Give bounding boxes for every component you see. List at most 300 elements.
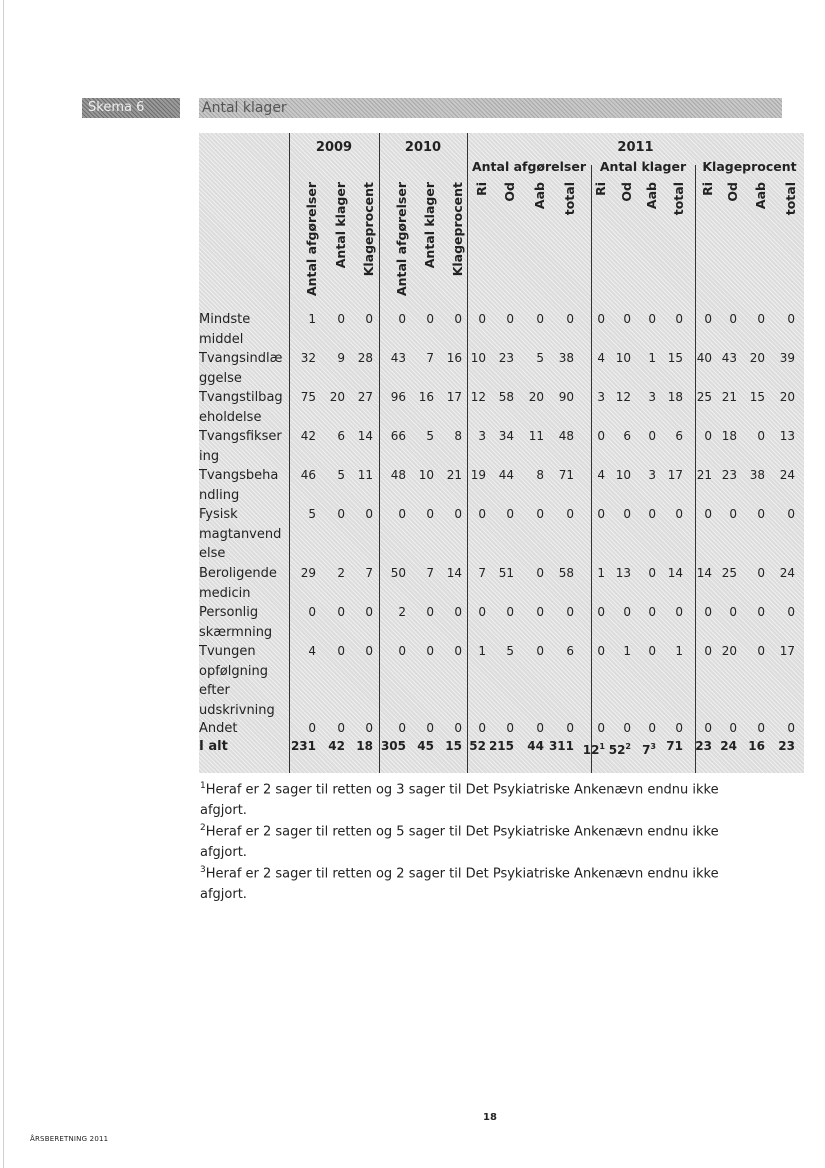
cell-value: 25	[696, 390, 712, 404]
table-cell	[365, 505, 373, 524]
cell-value: 17	[446, 390, 462, 404]
row-label: Beroligende medicin	[199, 566, 277, 601]
cell-value: 4	[597, 468, 605, 482]
table-cell	[447, 466, 462, 485]
cell-value: 32	[300, 351, 316, 365]
cell-value: 0	[506, 312, 514, 326]
footnote	[200, 818, 760, 863]
cell-value: 75	[300, 390, 316, 404]
table-cell	[301, 427, 316, 446]
cell-value: 0	[566, 605, 574, 619]
table-cell	[337, 564, 345, 583]
cell-value: 215	[488, 739, 514, 753]
cell-value: 7	[365, 566, 373, 580]
cell-value: 43	[390, 351, 406, 365]
cell-value: 23	[695, 739, 712, 753]
table-cell	[675, 719, 683, 738]
table-cell	[454, 719, 462, 738]
cell-value: 0	[398, 507, 406, 521]
table-cell	[597, 642, 605, 661]
table-cell	[445, 737, 462, 756]
table-cell	[623, 719, 631, 738]
table-cell	[478, 642, 486, 661]
table-cell	[722, 466, 737, 485]
cell-value: 0	[757, 429, 765, 443]
cell-value: 0	[454, 312, 462, 326]
cell-value: 0	[398, 312, 406, 326]
table-cell	[419, 466, 434, 485]
cell-value: 5	[426, 429, 434, 443]
table-cell	[668, 466, 683, 485]
cell-value: 0	[337, 605, 345, 619]
cell-value: 311	[548, 739, 574, 753]
cell-value: 24	[779, 566, 795, 580]
cell-value: 0	[536, 507, 544, 521]
cell-value: 19	[470, 468, 486, 482]
cell-value: 52	[469, 739, 486, 753]
column-header: Antal klager	[333, 182, 348, 269]
table-cell	[308, 642, 316, 661]
footnote-text: Heraf er 2 sager til retten og 3 sager til Det Psykiatriske Ankenævn endnu ikke afgjort.	[200, 782, 719, 819]
table-cell	[447, 349, 462, 368]
table-cell	[426, 349, 434, 368]
table-label: Skema 6	[82, 98, 180, 118]
table-cell	[695, 737, 712, 756]
table-cell	[583, 737, 605, 760]
row-label: Fysisk magtanvendelse	[199, 507, 282, 561]
table-cell	[308, 719, 316, 738]
cell-value: 0	[729, 605, 737, 619]
table-cell	[780, 427, 795, 446]
table-cell	[398, 719, 406, 738]
table-cell	[454, 505, 462, 524]
cell-value: 16	[418, 390, 434, 404]
table-cell	[398, 505, 406, 524]
table-cell	[358, 388, 373, 407]
cell-value: 14	[446, 566, 462, 580]
table-cell	[454, 427, 462, 446]
table-cell	[308, 603, 316, 622]
table-cell	[757, 564, 765, 583]
table-cell	[787, 719, 795, 738]
table-cell	[330, 388, 345, 407]
table-cell	[675, 310, 683, 329]
cell-value: 0	[787, 721, 795, 735]
cell-value: 17	[667, 468, 683, 482]
table-cell	[536, 642, 544, 661]
column-header: Antal afgørelser	[394, 182, 409, 297]
table-cell	[757, 719, 765, 738]
cell-value: 0	[704, 605, 712, 619]
cell-value: 0	[704, 644, 712, 658]
table-cell	[597, 310, 605, 329]
page-edge	[3, 0, 4, 1168]
table-cell	[469, 737, 486, 756]
cell-value: 13	[779, 429, 795, 443]
table-cell	[722, 642, 737, 661]
cell-value: 12	[582, 743, 600, 757]
table-cell	[559, 349, 574, 368]
column-header: Antal klager	[422, 182, 437, 269]
table-cell	[391, 564, 406, 583]
table-cell	[536, 310, 544, 329]
cell-value: 34	[498, 429, 514, 443]
table-cell	[529, 427, 544, 446]
cell-value: 46	[300, 468, 316, 482]
cell-value: 0	[478, 605, 486, 619]
footnote-text: Heraf er 2 sager til retten og 5 sager til Det Psykiatriske Ankenævn endnu ikke afgjort.	[200, 824, 719, 861]
table-cell	[365, 719, 373, 738]
cell-value: 0	[597, 644, 605, 658]
table-cell	[648, 427, 656, 446]
table-cell	[478, 719, 486, 738]
table-cell	[597, 505, 605, 524]
column-header: Ri	[593, 182, 608, 196]
table-cell	[648, 603, 656, 622]
cell-value: 7	[426, 566, 434, 580]
table-cell	[597, 388, 605, 407]
cell-value: 0	[426, 721, 434, 735]
table-cell	[648, 564, 656, 583]
table-title: Antal klager	[199, 98, 782, 118]
table-cell	[506, 310, 514, 329]
table-cell	[757, 505, 765, 524]
footnote-mark: 2	[200, 823, 206, 833]
table-cell	[381, 737, 406, 756]
cell-value: 0	[648, 312, 656, 326]
table-cell	[750, 388, 765, 407]
cell-value: 51	[498, 566, 514, 580]
table-cell	[301, 349, 316, 368]
cell-value: 90	[558, 390, 574, 404]
cell-value: 20	[528, 390, 544, 404]
table-cell	[454, 603, 462, 622]
row-label: Tvangsindlæggelse	[199, 351, 283, 386]
table-cell	[720, 737, 737, 756]
table-cell	[697, 466, 712, 485]
table-cell	[668, 564, 683, 583]
table-cell	[337, 642, 345, 661]
table-cell	[778, 737, 795, 756]
cell-value: 0	[506, 721, 514, 735]
table-cell	[365, 603, 373, 622]
cell-value: 0	[787, 605, 795, 619]
cell-value: 2	[337, 566, 345, 580]
table-cell	[648, 349, 656, 368]
cell-value: 58	[558, 566, 574, 580]
cell-value: 0	[337, 507, 345, 521]
cell-value: 12	[470, 390, 486, 404]
table-cell	[536, 719, 544, 738]
table-cell	[365, 642, 373, 661]
cell-value: 16	[748, 739, 765, 753]
table-cell	[750, 349, 765, 368]
cell-value: 24	[720, 739, 737, 753]
table-cell	[426, 603, 434, 622]
cell-value: 44	[527, 739, 544, 753]
table-cell	[623, 642, 631, 661]
group-header: Klageprocent	[702, 159, 797, 174]
cell-value: 43	[721, 351, 737, 365]
cell-value: 3	[478, 429, 486, 443]
cell-value: 14	[357, 429, 373, 443]
cell-value: 58	[498, 390, 514, 404]
cell-value: 1	[623, 644, 631, 658]
table-cell	[419, 388, 434, 407]
table-cell	[308, 505, 316, 524]
cell-value: 0	[337, 644, 345, 658]
cell-value: 4	[308, 644, 316, 658]
table-cell	[616, 466, 631, 485]
cell-value: 11	[357, 468, 373, 482]
cell-value: 0	[365, 644, 373, 658]
cell-value: 44	[498, 468, 514, 482]
table-cell	[722, 349, 737, 368]
cell-value: 0	[597, 605, 605, 619]
column-header: Klageprocent	[361, 182, 376, 277]
table-cell	[478, 310, 486, 329]
cell-value: 6	[675, 429, 683, 443]
cell-value: 27	[357, 390, 373, 404]
cell-value: 0	[454, 605, 462, 619]
table-cell	[426, 427, 434, 446]
table-cell	[757, 603, 765, 622]
table-cell	[697, 388, 712, 407]
table-cell	[426, 505, 434, 524]
cell-value: 25	[721, 566, 737, 580]
cell-value: 7	[478, 566, 486, 580]
table-cell	[426, 642, 434, 661]
table-cell	[623, 603, 631, 622]
cell-value: 15	[667, 351, 683, 365]
table-cell	[337, 466, 345, 485]
table-cell	[337, 719, 345, 738]
table-cell	[478, 603, 486, 622]
column-header: Ri	[474, 182, 489, 196]
table-cell	[648, 466, 656, 485]
footnote-mark: 1	[200, 781, 206, 791]
table-cell	[648, 388, 656, 407]
table-cell	[704, 505, 712, 524]
table-cell	[566, 505, 574, 524]
footnote-mark: 1	[599, 742, 605, 751]
table-cell	[648, 642, 656, 661]
column-header: Ri	[700, 182, 715, 196]
column-header: Aab	[644, 182, 659, 210]
cell-value: 0	[566, 721, 574, 735]
year-header-2011: 2011	[617, 140, 654, 155]
row-label: Personlig skærmning	[199, 605, 273, 640]
cell-value: 0	[623, 507, 631, 521]
table-cell	[668, 388, 683, 407]
cell-value: 71	[558, 468, 574, 482]
column-header: total	[671, 182, 686, 216]
table-cell	[398, 603, 406, 622]
row-label: Andet	[199, 721, 238, 736]
cell-value: 66	[390, 429, 406, 443]
cell-value: 6	[623, 429, 631, 443]
table-cell	[536, 466, 544, 485]
table-cell	[757, 642, 765, 661]
cell-value: 0	[365, 312, 373, 326]
table-cell	[365, 310, 373, 329]
cell-value: 23	[778, 739, 795, 753]
column-header: Od	[725, 182, 740, 202]
total-label: I alt	[199, 739, 228, 754]
page-number: 18	[483, 1112, 497, 1123]
cell-value: 0	[398, 644, 406, 658]
cell-value: 0	[478, 507, 486, 521]
cell-value: 48	[558, 429, 574, 443]
table-cell	[358, 466, 373, 485]
cell-value: 0	[597, 429, 605, 443]
cell-value: 0	[648, 605, 656, 619]
table-cell	[291, 737, 316, 756]
cell-value: 20	[721, 644, 737, 658]
year-header-2009: 2009	[315, 140, 353, 155]
cell-value: 15	[749, 390, 765, 404]
cell-value: 0	[729, 721, 737, 735]
cell-value: 42	[300, 429, 316, 443]
footnote-mark: 3	[650, 742, 656, 751]
table-cell	[642, 737, 656, 760]
cell-value: 0	[729, 312, 737, 326]
year-header-2010: 2010	[404, 140, 442, 155]
cell-value: 20	[329, 390, 345, 404]
table-cell	[489, 737, 514, 756]
table-cell	[506, 505, 514, 524]
table-rule	[467, 133, 468, 773]
table-cell	[328, 737, 345, 756]
table-cell	[391, 427, 406, 446]
table-cell	[675, 603, 683, 622]
footnote	[200, 860, 760, 905]
table-cell	[559, 564, 574, 583]
table-cell	[697, 349, 712, 368]
table-cell	[536, 603, 544, 622]
table-cell	[536, 505, 544, 524]
table-cell	[398, 310, 406, 329]
table-cell	[506, 642, 514, 661]
cell-value: 0	[648, 507, 656, 521]
cell-value: 39	[779, 351, 795, 365]
table-cell	[337, 310, 345, 329]
table-cell	[597, 564, 605, 583]
cell-value: 0	[597, 721, 605, 735]
table-cell	[722, 427, 737, 446]
cell-value: 48	[390, 468, 406, 482]
cell-value: 0	[426, 312, 434, 326]
cell-value: 21	[446, 468, 462, 482]
table-cell	[301, 466, 316, 485]
cell-value: 0	[757, 644, 765, 658]
cell-value: 0	[623, 605, 631, 619]
cell-value: 0	[729, 507, 737, 521]
footnote-mark: 3	[200, 865, 206, 875]
table-cell	[536, 564, 544, 583]
table-cell	[597, 719, 605, 738]
cell-value: 0	[566, 312, 574, 326]
cell-value: 0	[478, 721, 486, 735]
table-cell	[648, 310, 656, 329]
cell-value: 0	[675, 721, 683, 735]
table-cell	[566, 603, 574, 622]
cell-value: 3	[648, 468, 656, 482]
table-cell	[506, 603, 514, 622]
table-cell	[337, 427, 345, 446]
table-cell	[478, 505, 486, 524]
cell-value: 14	[696, 566, 712, 580]
cell-value: 20	[779, 390, 795, 404]
table-cell	[358, 427, 373, 446]
cell-value: 0	[675, 507, 683, 521]
cell-value: 8	[536, 468, 544, 482]
table-cell	[668, 349, 683, 368]
cell-value: 71	[666, 739, 683, 753]
cell-value: 38	[558, 351, 574, 365]
table-cell	[757, 310, 765, 329]
cell-value: 0	[704, 721, 712, 735]
row-label: Tvangstilbageholdelse	[199, 390, 283, 425]
table-cell	[566, 310, 574, 329]
table-cell	[616, 388, 631, 407]
column-header: Klageprocent	[450, 182, 465, 277]
table-cell	[529, 388, 544, 407]
table-cell	[780, 349, 795, 368]
cell-value: 0	[536, 312, 544, 326]
cell-value: 18	[356, 739, 373, 753]
cell-value: 0	[648, 429, 656, 443]
cell-value: 5	[536, 351, 544, 365]
cell-value: 18	[721, 429, 737, 443]
column-header: Od	[502, 182, 517, 202]
table-cell	[787, 603, 795, 622]
column-header: Aab	[753, 182, 768, 210]
table-cell	[757, 427, 765, 446]
table-cell	[704, 642, 712, 661]
cell-value: 10	[615, 351, 631, 365]
cell-value: 9	[337, 351, 345, 365]
cell-value: 23	[721, 468, 737, 482]
table-cell	[566, 642, 574, 661]
table-rule	[379, 133, 380, 773]
column-header: total	[783, 182, 798, 216]
table-cell	[499, 466, 514, 485]
cell-value: 0	[704, 312, 712, 326]
table-cell	[559, 427, 574, 446]
cell-value: 0	[426, 644, 434, 658]
cell-value: 0	[536, 644, 544, 658]
cell-value: 0	[648, 566, 656, 580]
cell-value: 0	[536, 605, 544, 619]
table-rule	[289, 133, 290, 773]
table-cell	[729, 505, 737, 524]
table-cell	[648, 719, 656, 738]
cell-value: 1	[478, 644, 486, 658]
cell-value: 0	[478, 312, 486, 326]
table-cell	[356, 737, 373, 756]
table-cell	[471, 466, 486, 485]
cell-value: 0	[536, 566, 544, 580]
cell-value: 0	[308, 605, 316, 619]
cell-value: 1	[597, 566, 605, 580]
cell-value: 7	[642, 743, 651, 757]
cell-value: 2	[398, 605, 406, 619]
cell-value: 0	[675, 312, 683, 326]
cell-value: 0	[704, 429, 712, 443]
cell-value: 17	[779, 644, 795, 658]
table-cell	[675, 505, 683, 524]
